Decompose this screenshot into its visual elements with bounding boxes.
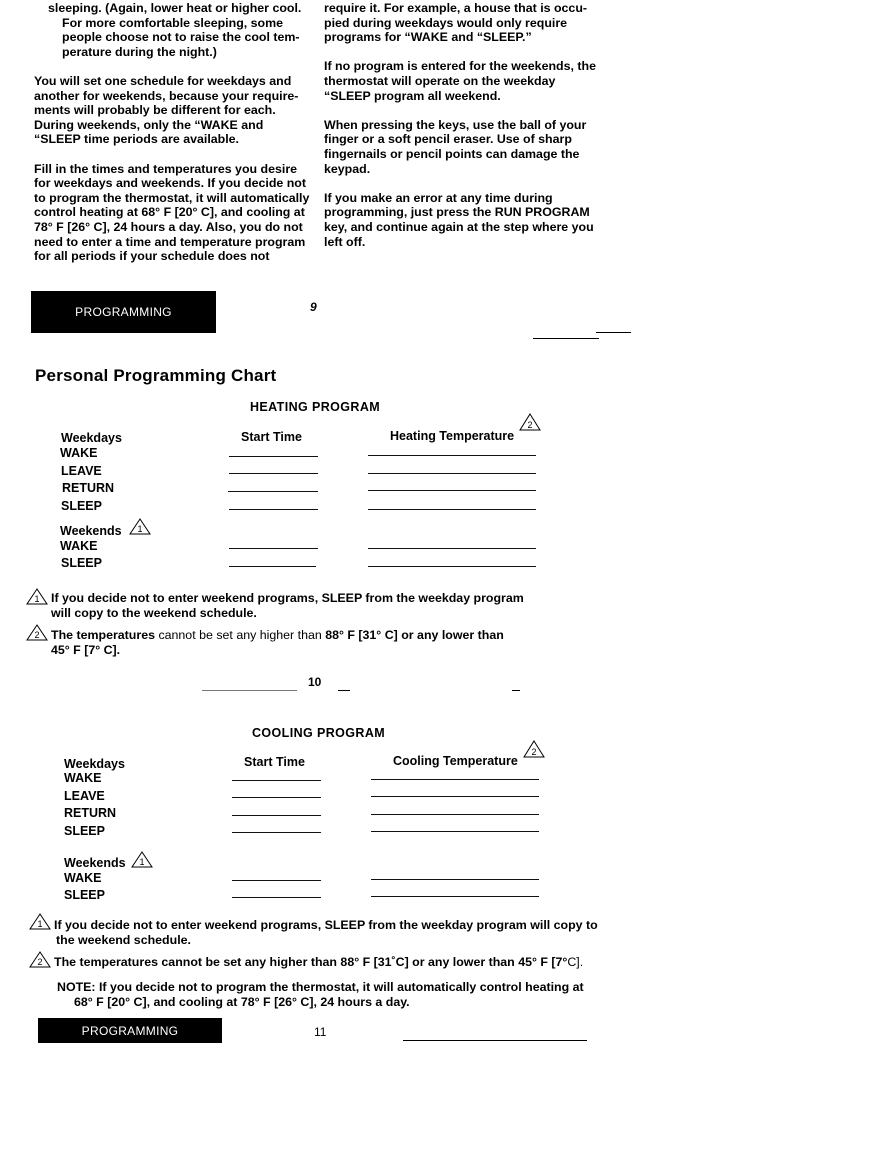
row-label: LEAVE: [64, 789, 105, 803]
column-header-start-time: Start Time: [244, 755, 305, 769]
temperature-blank: [368, 455, 536, 456]
start-time-blank: [232, 815, 321, 816]
temperature-blank: [371, 796, 539, 797]
section-heading: HEATING PROGRAM: [250, 400, 381, 414]
row-label: RETURN: [64, 806, 117, 820]
paragraph: Fill in the times and temperatures you desire for weekdays and weekends. If you decide not to program the thermostat, it will automatically control heating at 68° F [20° C], and cooling at 78° F [26° C], 24 hours a day. Also, you do not need to enter a time and temperature program for all periods if your schedule does not: [34, 161, 310, 264]
footnote-2: The temperatures cannot be set any higher than 88° F [31° C] or any lower than 45° F [7° C].: [51, 628, 504, 657]
section-heading: COOLING PROGRAM: [252, 726, 386, 740]
svg-text:1: 1: [139, 857, 145, 867]
start-time-blank: [229, 548, 318, 549]
warning-2-icon: [519, 413, 541, 431]
weekends-label: Weekends: [64, 856, 126, 870]
svg-text:1: 1: [137, 524, 143, 534]
section-tab: PROGRAMMING: [38, 1018, 222, 1043]
row-label: WAKE: [60, 446, 98, 460]
row-label: RETURN: [62, 481, 115, 495]
temperature-blank: [371, 779, 539, 780]
weekends-label: Weekends: [60, 524, 122, 538]
temperature-blank: [368, 548, 536, 549]
divider: [338, 690, 350, 691]
temperature-blank: [368, 490, 536, 491]
start-time-blank: [229, 566, 316, 567]
paragraph: You will set one schedule for weekdays and another for weekends, because your require- ments will probably be different for each. During weekends, only the “WAKE and “SLEEP time periods are available.: [34, 73, 299, 147]
row-label: WAKE: [60, 539, 98, 553]
svg-text:1: 1: [34, 594, 40, 604]
column-header-start-time: Start Time: [241, 430, 302, 444]
column-header-weekdays: Weekdays: [61, 431, 122, 445]
warning-1-icon: [26, 588, 48, 605]
page9-right-column: [324, 1, 614, 264]
start-time-blank: [232, 780, 321, 781]
svg-text:2: 2: [34, 630, 40, 640]
start-time-blank: [229, 473, 318, 474]
temperature-blank: [368, 509, 536, 510]
page-title: Personal Programming Chart: [35, 366, 277, 385]
warning-2-icon: [29, 951, 51, 968]
paragraph: sleeping. (Again, lower heat or higher cool. For more comfortable sleeping, some people choose not to raise the cool tem- perature during the night.): [48, 1, 302, 59]
footnote-2: The temperatures cannot be set any higher than 88° F [31˚C] or any lower than 45° F [7°C].: [54, 955, 584, 969]
divider: [533, 338, 599, 339]
page-number: 11: [314, 1025, 327, 1039]
page9-left-column: [34, 1, 319, 278]
row-label: LEAVE: [61, 464, 102, 478]
warning-2-icon: [523, 740, 545, 758]
paragraph: require it. For example, a house that is occu- pied during weekdays would only require programs for “WAKE and “SLEEP.”: [324, 1, 588, 45]
start-time-blank: [228, 491, 318, 492]
default-settings-note: NOTE: If you decide not to program the thermostat, it will automatically control heating at 68° F [20° C], and cooling at 78° F [26° C], 24 hours a day.: [57, 980, 584, 1009]
paragraph: If no program is entered for the weekends, the thermostat will operate on the weekday “SLEEP program all weekend.: [324, 59, 596, 103]
row-label: SLEEP: [61, 499, 102, 513]
paragraph: If you make an error at any time during programming, just press the RUN PROGRAM key, and continue again at the step where you left off.: [324, 190, 594, 249]
svg-text:2: 2: [527, 420, 533, 430]
paragraph: When pressing the keys, use the ball of your finger or a soft pencil eraser. Use of sharp fingernails or pencil points can damage the keypad.: [324, 117, 587, 176]
row-label: WAKE: [64, 771, 102, 785]
warning-1-icon: [131, 851, 153, 868]
temperature-blank: [371, 879, 539, 880]
warning-2-icon: [26, 624, 48, 641]
page-number: 10: [308, 675, 322, 689]
divider: [596, 332, 631, 333]
start-time-blank: [232, 880, 321, 881]
row-label: SLEEP: [61, 556, 102, 570]
svg-text:2: 2: [531, 747, 537, 757]
start-time-blank: [229, 456, 318, 457]
row-label: SLEEP: [64, 824, 105, 838]
svg-text:1: 1: [37, 919, 43, 929]
temperature-blank: [368, 473, 536, 474]
divider: [202, 690, 297, 691]
footnote-1: If you decide not to enter weekend programs, SLEEP from the weekday program will copy to the weekend schedule.: [51, 591, 524, 620]
column-header-temperature: Cooling Temperature: [393, 754, 518, 768]
column-header-weekdays: Weekdays: [64, 757, 125, 771]
start-time-blank: [232, 897, 321, 898]
start-time-blank: [232, 797, 321, 798]
temperature-blank: [371, 831, 539, 832]
temperature-blank: [368, 566, 536, 567]
divider: [403, 1040, 587, 1041]
start-time-blank: [229, 509, 318, 510]
page-number: 9: [310, 300, 317, 314]
warning-1-icon: [129, 518, 151, 535]
footnote-1: If you decide not to enter weekend programs, SLEEP from the weekday program will copy to the weekend schedule.: [54, 918, 598, 947]
divider: [512, 690, 520, 691]
row-label: WAKE: [64, 871, 102, 885]
column-header-temperature: Heating Temperature: [390, 429, 515, 443]
temperature-blank: [371, 896, 539, 897]
warning-1-icon: [29, 913, 51, 930]
section-tab: PROGRAMMING: [31, 291, 216, 333]
temperature-blank: [371, 814, 539, 815]
row-label: SLEEP: [64, 888, 105, 902]
start-time-blank: [232, 832, 321, 833]
svg-text:2: 2: [37, 957, 43, 967]
